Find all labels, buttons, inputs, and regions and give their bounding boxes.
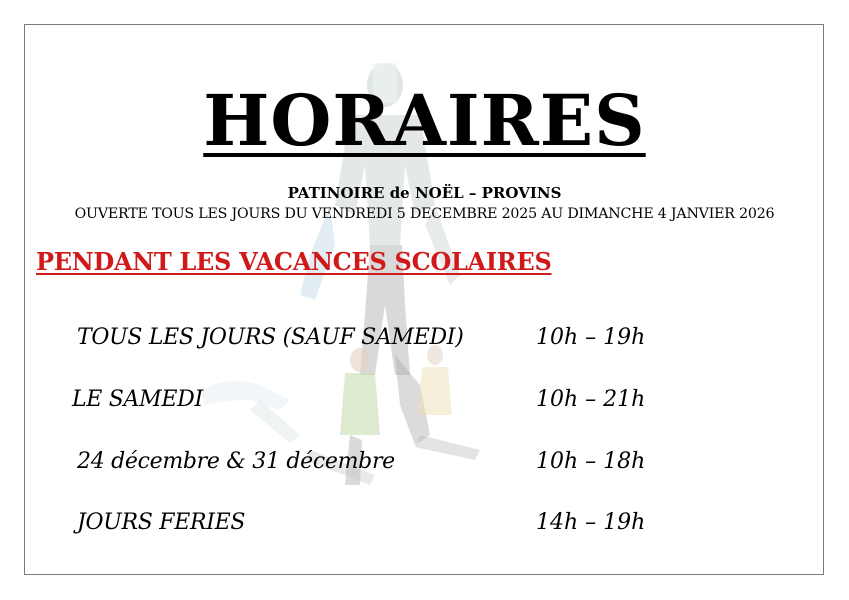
opening-dates: OUVERTE TOUS LES JOURS DU VENDREDI 5 DECEMBRE 2025 AU DIMANCHE 4 JANVIER 2026: [74, 206, 775, 222]
schedule-time: 10h – 18h: [536, 449, 646, 474]
page-title: HORAIRES: [203, 79, 646, 162]
schedule-time: 14h – 19h: [536, 510, 646, 535]
schedule-label: 24 décembre & 31 décembre: [77, 449, 395, 474]
schedule-label: TOUS LES JOURS (SAUF SAMEDI): [77, 325, 464, 350]
section-heading: PENDANT LES VACANCES SCOLAIRES: [36, 247, 552, 276]
venue-subtitle: PATINOIRE de NOËL – PROVINS: [287, 184, 562, 202]
schedule-label: JOURS FERIES: [77, 510, 246, 535]
schedule-time: 10h – 19h: [536, 325, 646, 350]
schedule-time: 10h – 21h: [536, 387, 646, 412]
schedule-label: LE SAMEDI: [72, 387, 203, 412]
